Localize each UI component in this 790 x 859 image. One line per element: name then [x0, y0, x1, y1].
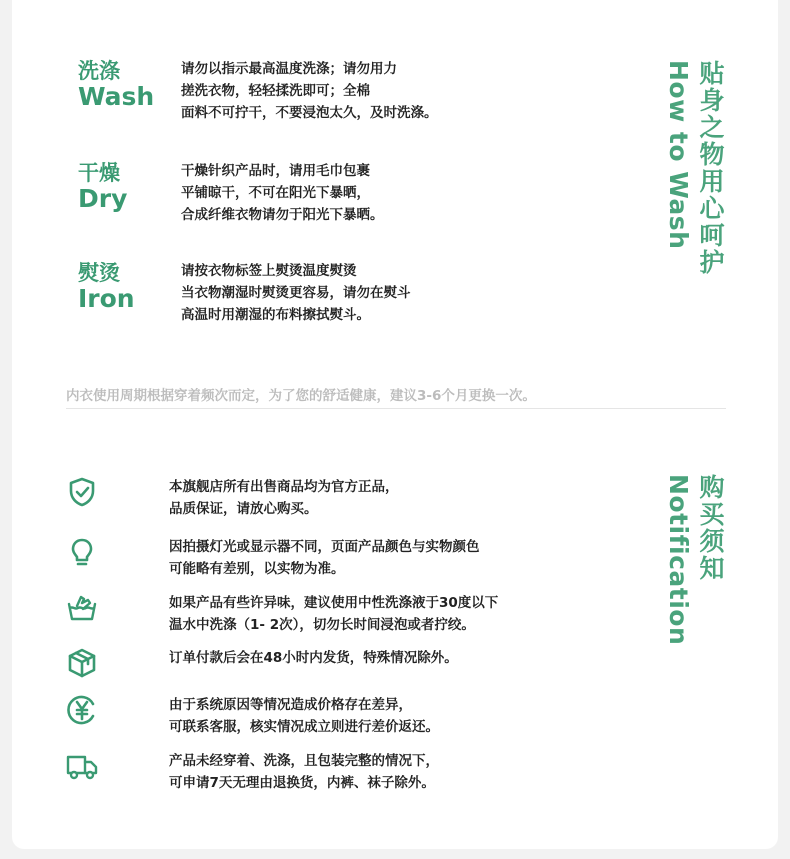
- how-to-wash-zh: 贴身之物用心呵护: [696, 60, 725, 276]
- instruction-line: 合成纤维衣物请勿于阳光下暴晒。: [181, 207, 384, 223]
- notice-text: [169, 647, 458, 669]
- notice-text: [169, 592, 498, 636]
- wash-instructions: [181, 58, 438, 124]
- truck-icon: [66, 750, 98, 782]
- yen-icon: [66, 694, 98, 726]
- shield-check-icon: [66, 476, 98, 508]
- section-divider: [66, 408, 726, 409]
- notice-line: 因拍摄灯光或显示器不同，页面产品颜色与实物颜色: [169, 539, 480, 555]
- dry-title-en: Dry: [78, 184, 128, 213]
- notice-line: 如果产品有些许异味，建议使用中性洗涤液于30度以下: [169, 595, 499, 611]
- hand-wash-icon: [66, 592, 98, 624]
- wash-title-zh: 洗涤: [78, 59, 120, 83]
- instruction-line: 高温时用潮湿的布料擦拭熨斗。: [181, 307, 370, 323]
- dry-instructions: [181, 160, 384, 226]
- notice-line: 可申请7天无理由退换货，内裤、袜子除外。: [169, 775, 435, 791]
- iron-title-zh: 熨烫: [78, 261, 120, 285]
- notice-line: 本旗舰店所有出售商品均为官方正品，: [169, 479, 399, 495]
- how-to-wash-en: How to Wash: [664, 60, 693, 250]
- notification-zh: 购买须知: [696, 474, 725, 582]
- dry-title-zh: 干燥: [78, 161, 120, 185]
- instruction-line: 面料不可拧干，不要浸泡太久，及时洗涤。: [181, 105, 438, 121]
- lightbulb-icon: [66, 536, 98, 568]
- instruction-line: 干燥针织产品时，请用毛巾包裹: [181, 163, 370, 179]
- instruction-line: 平铺晾干，不可在阳光下暴晒，: [181, 185, 370, 201]
- notification-vertical-title: [664, 474, 724, 645]
- instruction-line: 当衣物潮湿时熨烫更容易，请勿在熨斗: [181, 285, 411, 301]
- notice-line: 温水中洗涤（1- 2次），切勿长时间浸泡或者拧绞。: [169, 617, 475, 633]
- package-icon: [66, 647, 98, 679]
- iron-instructions: [181, 260, 411, 326]
- wash-title-en: Wash: [78, 82, 155, 111]
- notice-line: 可联系客服，核实情况成立则进行差价返还。: [169, 719, 439, 735]
- notice-line: 产品未经穿着、洗涤，且包装完整的情况下，: [169, 753, 439, 769]
- content-card: [12, 0, 778, 849]
- notice-text: [169, 694, 439, 738]
- notice-text: [169, 536, 480, 580]
- notice-line: 由于系统原因等情况造成价格存在差异，: [169, 697, 412, 713]
- notification-en: Notification: [664, 474, 693, 646]
- notice-text: [169, 476, 399, 520]
- notice-line: 品质保证，请放心购买。: [169, 501, 318, 517]
- notice-text: [169, 750, 439, 794]
- notice-line: 订单付款后会在48小时内发货，特殊情况除外。: [169, 650, 458, 666]
- instruction-line: 搓洗衣物，轻轻揉洗即可；全棉: [181, 83, 370, 99]
- usage-cycle-note: 内衣使用周期根据穿着频次而定，为了您的舒适健康，建议3-6个月更换一次。: [66, 388, 536, 404]
- instruction-line: 请勿以指示最高温度洗涤；请勿用力: [181, 61, 397, 77]
- notice-line: 可能略有差别，以实物为准。: [169, 561, 345, 577]
- instruction-line: 请按衣物标签上熨烫温度熨烫: [181, 263, 357, 279]
- how-to-wash-vertical-title: [664, 60, 724, 276]
- iron-title-en: Iron: [78, 284, 135, 313]
